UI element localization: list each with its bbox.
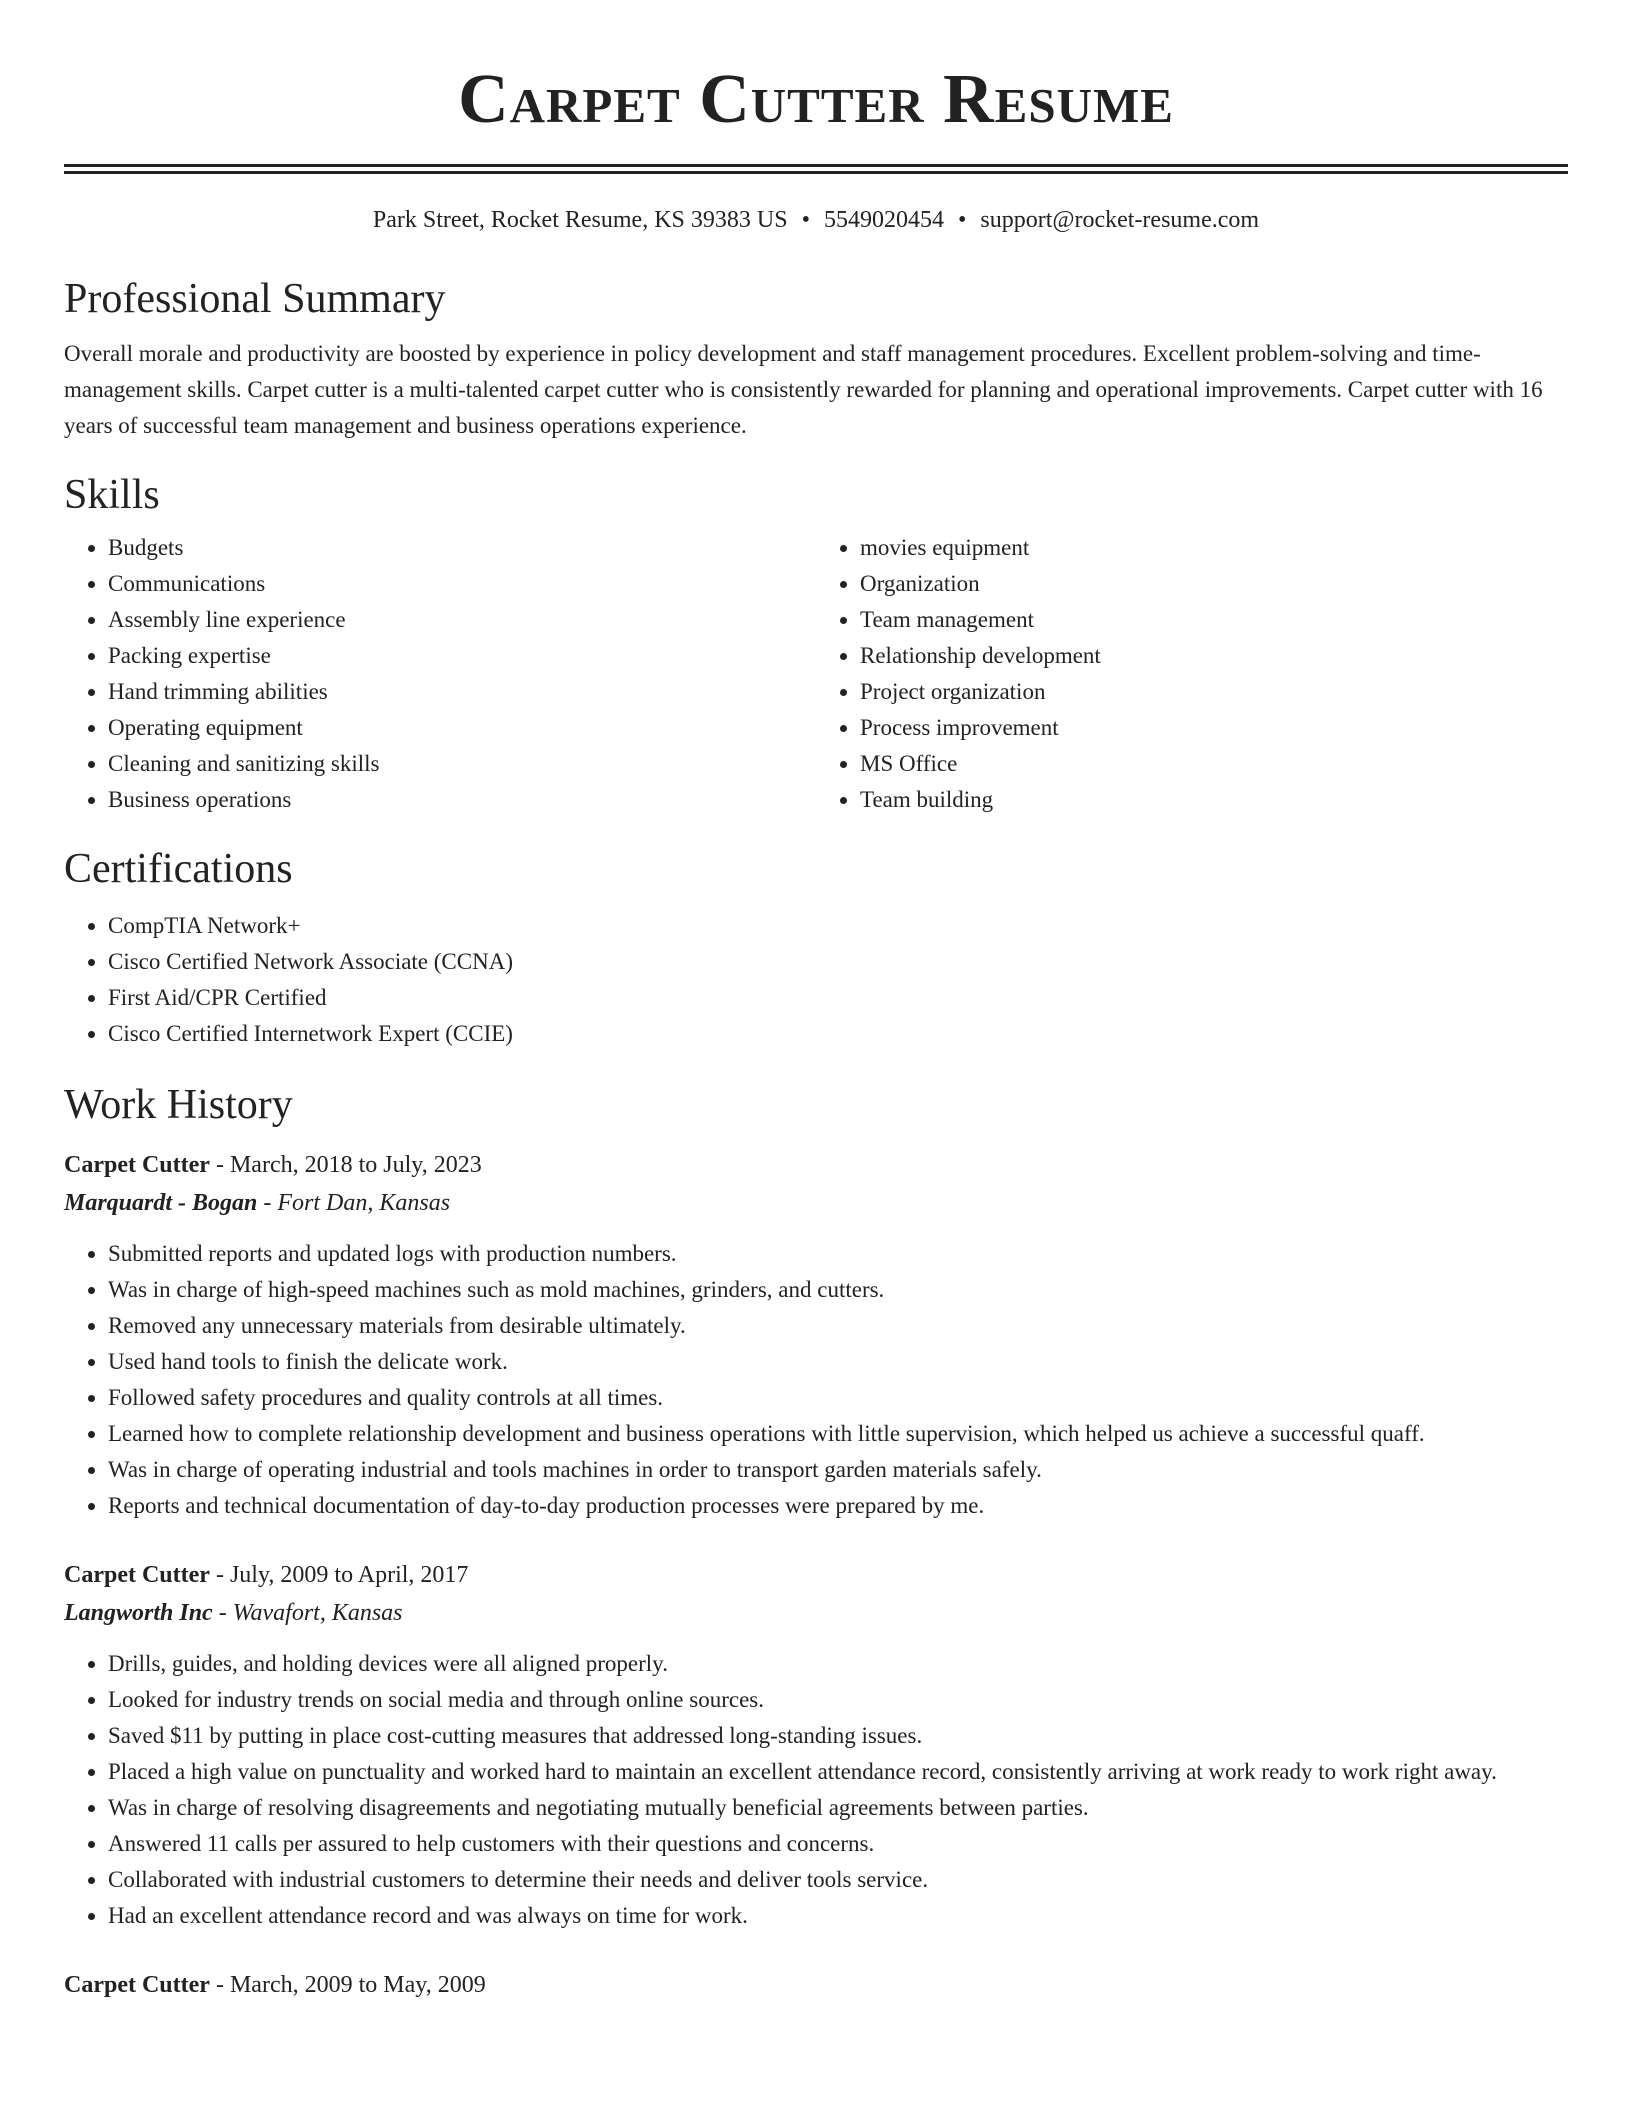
skills-list-left [64, 530, 816, 818]
job-title-line: Carpet Cutter - March, 2009 to May, 2009 [64, 1972, 486, 1998]
title-divider [64, 164, 1568, 174]
section-heading-summary: Professional Summary [64, 276, 446, 322]
job-company-line: Marquardt - Bogan - Fort Dan, Kansas [64, 1190, 451, 1216]
job-bullet: • Saved $11 by putting in place cost-cutting measures that addressed long-standing issues. [108, 1718, 1568, 1754]
skill-item: • Business operations [108, 782, 816, 818]
skill-item: • Process improvement [860, 710, 1568, 746]
skill-item: • Packing expertise [108, 638, 816, 674]
skills-section [64, 470, 1568, 818]
contact-email: support@rocket-resume.com [980, 207, 1260, 233]
skill-item: • MS Office [860, 746, 1568, 782]
job-bullet: • Followed safety procedures and quality controls at all times. [108, 1380, 1568, 1416]
resume-page [64, 0, 1568, 2004]
certification-item: • Cisco Certified Internetwork Expert (CCIE) [108, 1016, 1568, 1052]
certifications-list [64, 908, 1568, 1052]
job-title-line: Carpet Cutter - July, 2009 to April, 2017 [64, 1562, 469, 1588]
skill-item: • Hand trimming abilities [108, 674, 816, 710]
job-bullet: • Learned how to complete relationship development and business operations with little supervision, which helped us achieve a successful quaff. [108, 1416, 1568, 1452]
contact-phone: 5549020454 [823, 207, 944, 233]
section-heading-skills: Skills [64, 472, 160, 518]
job-bullets [64, 1646, 1568, 1934]
professional-summary-section [64, 274, 1568, 444]
job-entry [64, 1556, 1568, 1934]
job-bullet: • Submitted reports and updated logs with production numbers. [108, 1236, 1568, 1272]
job-location: Fort Dan, Kansas [277, 1190, 451, 1216]
job-title: Carpet Cutter [64, 1562, 210, 1588]
job-dates: March, 2009 to May, 2009 [229, 1972, 486, 1998]
job-company: Marquardt - Bogan [64, 1190, 258, 1216]
job-bullet: • Drills, guides, and holding devices were all aligned properly. [108, 1646, 1568, 1682]
skills-columns [64, 530, 1568, 818]
job-dates: March, 2018 to July, 2023 [229, 1152, 482, 1178]
job-entry [64, 1146, 1568, 1524]
job-bullet: • Was in charge of high-speed machines such as mold machines, grinders, and cutters. [108, 1272, 1568, 1308]
summary-text: Overall morale and productivity are boosted by experience in policy development and staff management procedures. Excellent problem-solving and time-management skills. Carpet cutter is a multi-talented carpet cutter who is consistently rewarded for planning and operational improvements. Carpet cutter with 16 years of successful team management and business operations experience. [64, 341, 1543, 438]
skill-item: • Operating equipment [108, 710, 816, 746]
certification-item: • Cisco Certified Network Associate (CCNA) [108, 944, 1568, 980]
job-title-line: Carpet Cutter - March, 2018 to July, 2023 [64, 1152, 482, 1178]
contact-separator: • [957, 207, 967, 233]
job-bullet: • Was in charge of operating industrial and tools machines in order to transport garden materials safely. [108, 1452, 1568, 1488]
contact-address: Park Street, Rocket Resume, KS 39383 US [372, 207, 788, 233]
certification-item: • First Aid/CPR Certified [108, 980, 1568, 1016]
job-entry [64, 1966, 1568, 2004]
job-location: Wavafort, Kansas [232, 1600, 403, 1626]
job-bullet: • Collaborated with industrial customers to determine their needs and deliver tools service. [108, 1862, 1568, 1898]
contact-line [64, 204, 1568, 236]
skill-item: • Cleaning and sanitizing skills [108, 746, 816, 782]
job-title: Carpet Cutter [64, 1972, 210, 1998]
contact-separator: • [801, 207, 810, 233]
skill-item: • Team management [860, 602, 1568, 638]
job-bullet: • Looked for industry trends on social media and through online sources. [108, 1682, 1568, 1718]
job-bullet: • Reports and technical documentation of day-to-day production processes were prepared by me. [108, 1488, 1568, 1524]
section-heading-certifications: Certifications [64, 846, 293, 892]
skill-item: • Relationship development [860, 638, 1568, 674]
job-bullet: • Used hand tools to finish the delicate work. [108, 1344, 1568, 1380]
job-company-line: Langworth Inc - Wavafort, Kansas [64, 1600, 403, 1626]
skill-item: • Communications [108, 566, 816, 602]
job-bullets [64, 1236, 1568, 1524]
certification-item: • CompTIA Network+ [108, 908, 1568, 944]
skill-item: • Assembly line experience [108, 602, 816, 638]
job-bullet: • Had an excellent attendance record and was always on time for work. [108, 1898, 1568, 1934]
job-bullet: • Answered 11 calls per assured to help customers with their questions and concerns. [108, 1826, 1568, 1862]
skill-item: • Project organization [860, 674, 1568, 710]
certifications-section [64, 844, 1568, 1052]
skill-item: • Budgets [108, 530, 816, 566]
job-dates: July, 2009 to April, 2017 [229, 1562, 469, 1588]
work-history-section [64, 1080, 1568, 2004]
job-bullet: • Removed any unnecessary materials from desirable ultimately. [108, 1308, 1568, 1344]
job-bullet: • Was in charge of resolving disagreements and negotiating mutually beneficial agreements between parties. [108, 1790, 1568, 1826]
resume-title: Carpet Cutter Resume [458, 61, 1174, 138]
job-title: Carpet Cutter [64, 1152, 210, 1178]
skill-item: • movies equipment [860, 530, 1568, 566]
skill-item: • Team building [860, 782, 1568, 818]
skill-item: • Organization [860, 566, 1568, 602]
job-company: Langworth Inc [64, 1600, 213, 1626]
section-heading-work-history: Work History [64, 1082, 293, 1128]
skills-list-right [816, 530, 1568, 818]
job-bullet: • Placed a high value on punctuality and worked hard to maintain an excellent attendance record, consistently arriving at work ready to work right away. [108, 1754, 1568, 1790]
